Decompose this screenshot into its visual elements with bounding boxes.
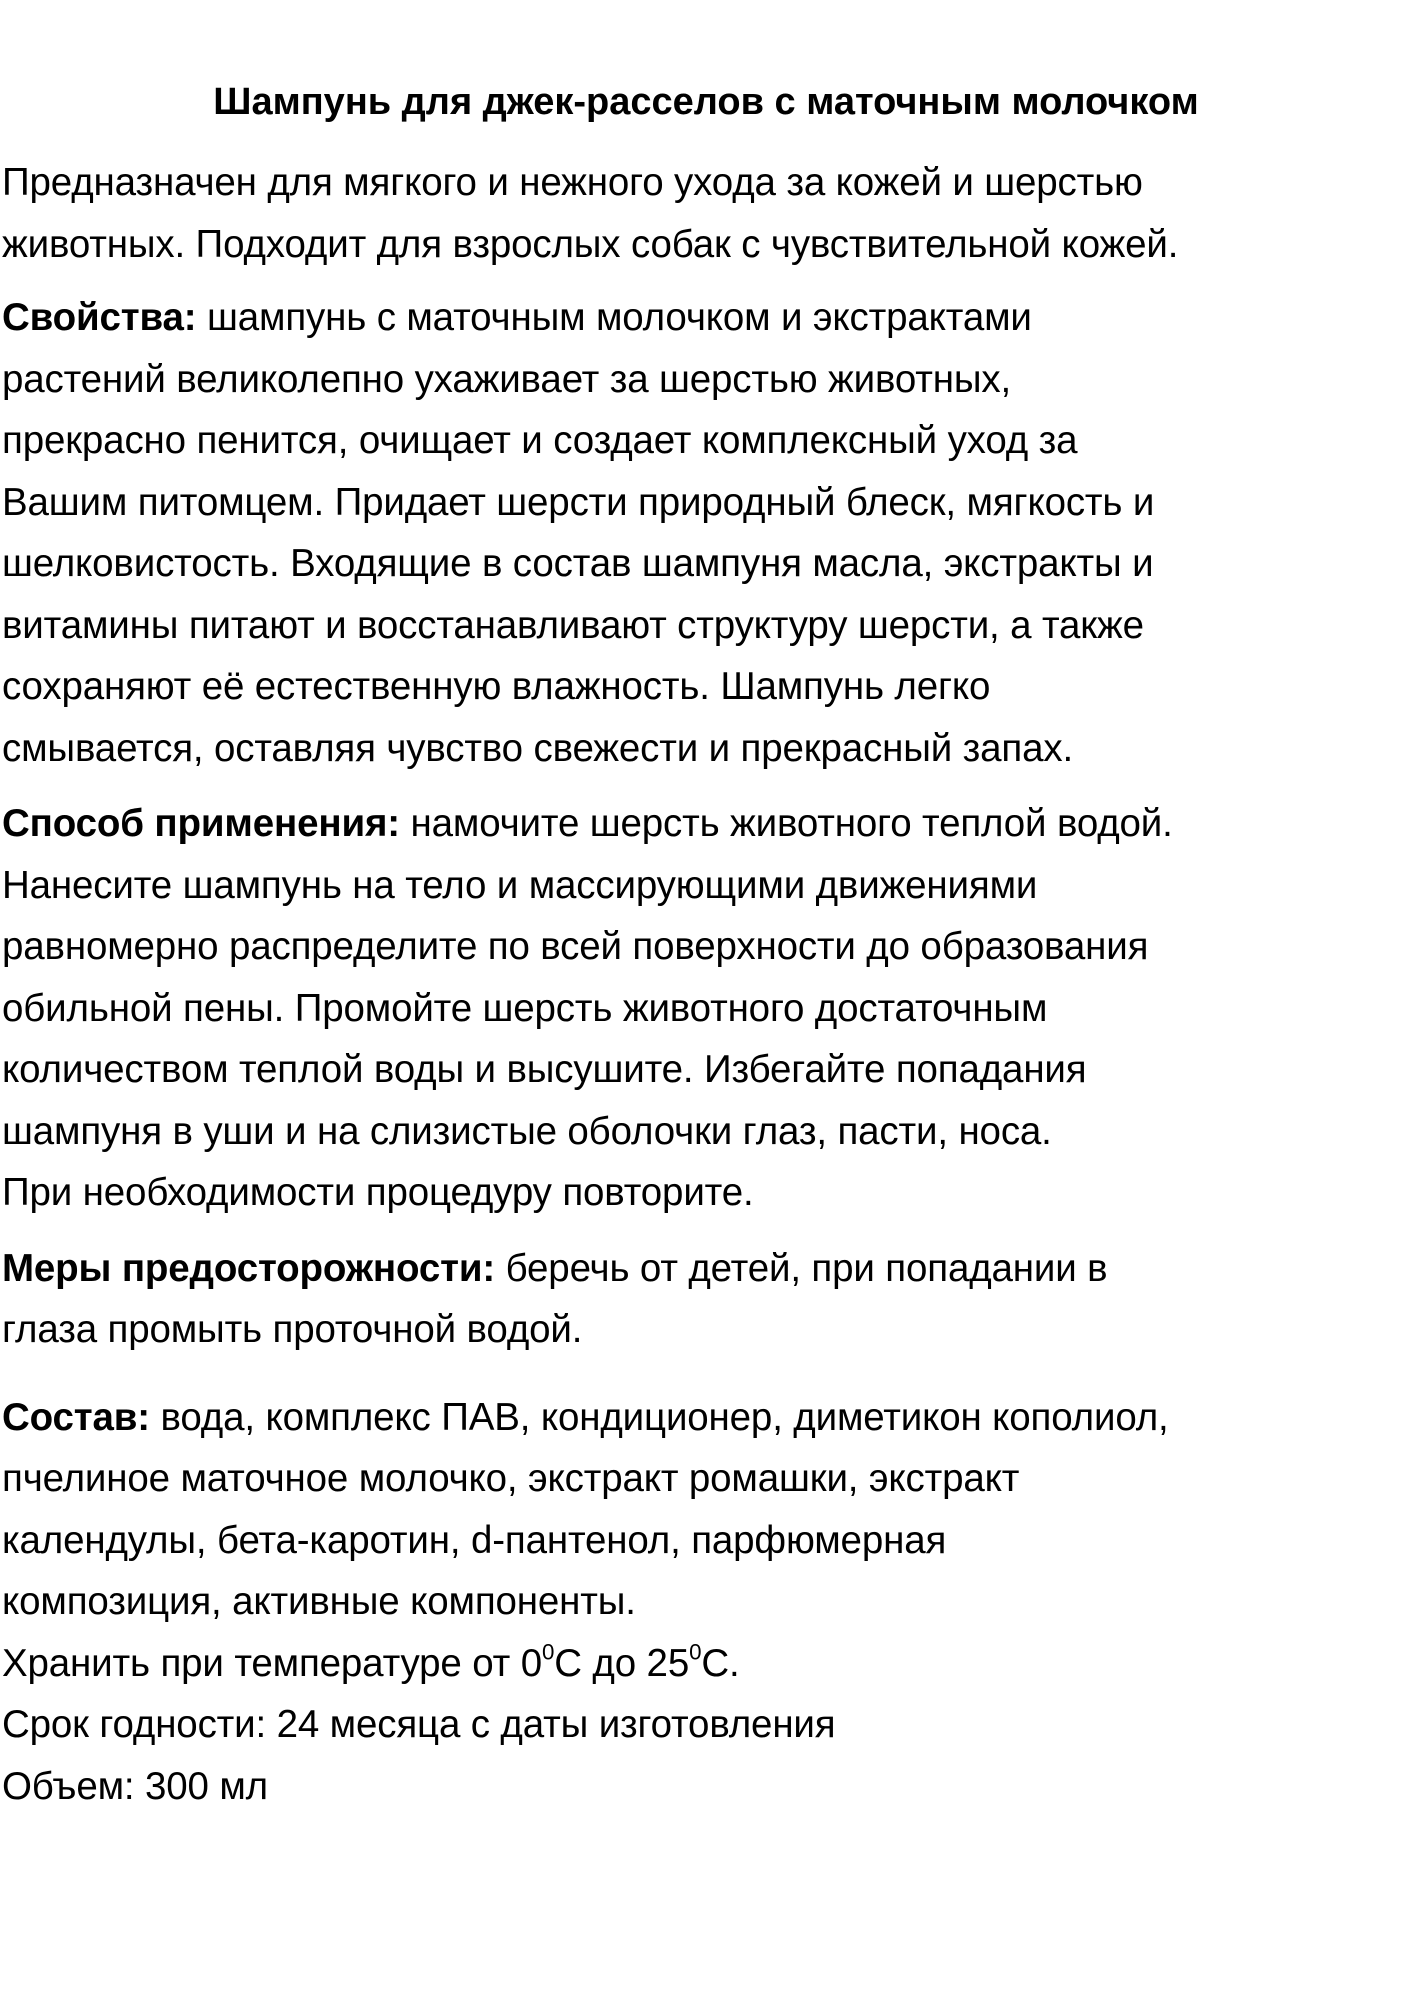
precautions-text: беречь от детей, при попадании в bbox=[495, 1246, 1108, 1290]
precautions-first-line bbox=[2, 1238, 1402, 1300]
properties-line: витамины питают и восстанавливают структуру шерсти, а также bbox=[2, 603, 1144, 647]
properties-line: Вашим питомцем. Придает шерсти природный блеск, мягкость и bbox=[2, 480, 1155, 524]
usage-first-line bbox=[2, 793, 1402, 855]
precautions-line: глаза промыть проточной водой. bbox=[2, 1308, 583, 1351]
storage-text: С. bbox=[701, 1641, 740, 1685]
usage-line: равномерно распределите по всей поверхности до образования bbox=[2, 925, 1149, 968]
degree-superscript: 0 bbox=[689, 1638, 702, 1664]
properties-first-line bbox=[2, 287, 1402, 349]
precautions-paragraph bbox=[2, 1238, 1402, 1361]
precautions-label: Меры предосторожности: bbox=[2, 1246, 496, 1290]
usage-line: Нанесите шампунь на тело и массирующими движениями bbox=[2, 863, 1038, 907]
composition-line: композиция, активные компоненты. bbox=[2, 1580, 636, 1623]
degree-superscript: 0 bbox=[541, 1638, 555, 1664]
properties-label: Свойства: bbox=[2, 296, 197, 339]
document-title: Шампунь для джек-расселов с маточным молочком bbox=[213, 81, 1199, 123]
properties-text: шампунь с маточным молочком и экстрактами bbox=[196, 296, 1032, 339]
intro-line: Предназначен для мягкого и нежного ухода за кожей и шерстью bbox=[2, 161, 1143, 204]
usage-paragraph bbox=[2, 793, 1402, 1224]
composition-line: пчелиное маточное молочко, экстракт ромашки, экстракт bbox=[2, 1457, 1020, 1500]
usage-line: При необходимости процедуру повторите. bbox=[2, 1171, 754, 1214]
composition-paragraph bbox=[2, 1387, 1402, 1818]
properties-line: прекрасно пенится, очищает и создает комплексный уход за bbox=[2, 419, 1078, 462]
properties-paragraph bbox=[2, 287, 1402, 779]
shelf-life-line: Срок годности: 24 месяца с даты изготовления bbox=[2, 1703, 836, 1746]
composition-label: Состав: bbox=[2, 1395, 150, 1439]
usage-line: количеством теплой воды и высушите. Избегайте попадания bbox=[2, 1048, 1087, 1091]
properties-line: растений великолепно ухаживает за шерстью животных, bbox=[2, 357, 1012, 401]
usage-line: шампуня в уши и на слизистые оболочки глаз, пасти, носа. bbox=[2, 1109, 1052, 1153]
usage-label: Способ применения: bbox=[2, 802, 400, 845]
composition-line: календулы, бета-каротин, d-пантенол, парфюмерная bbox=[2, 1518, 947, 1562]
properties-line: шелковистость. Входящие в состав шампуня масла, экстракты и bbox=[2, 542, 1154, 585]
usage-text: намочите шерсть животного теплой водой. bbox=[399, 802, 1173, 845]
composition-first-line bbox=[2, 1387, 1402, 1449]
volume-line: Объем: 300 мл bbox=[2, 1764, 268, 1808]
properties-line: смывается, оставляя чувство свежести и прекрасный запах. bbox=[2, 726, 1073, 770]
intro-line: животных. Подходит для взрослых собак с чувствительной кожей. bbox=[2, 222, 1179, 266]
usage-line: обильной пены. Промойте шерсть животного достаточным bbox=[2, 986, 1048, 1030]
composition-text: вода, комплекс ПАВ, кондиционер, диметикон кополиол, bbox=[149, 1395, 1169, 1439]
intro-paragraph bbox=[2, 152, 1402, 275]
storage-text: Хранить при температуре от 0 bbox=[2, 1641, 542, 1685]
storage-text: С до 25 bbox=[554, 1641, 690, 1685]
storage-line bbox=[2, 1633, 1402, 1695]
properties-line: сохраняют её естественную влажность. Шампунь легко bbox=[2, 665, 991, 708]
